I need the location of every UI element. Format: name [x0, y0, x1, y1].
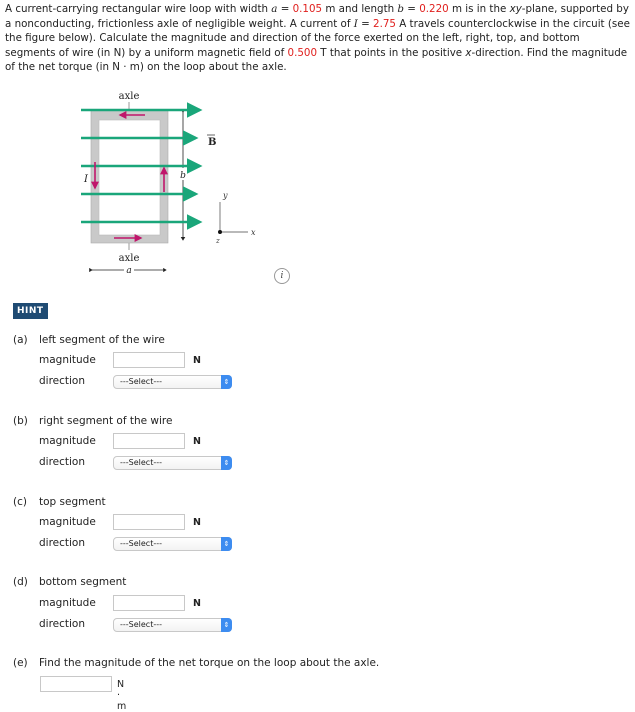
- svg-text:x: x: [251, 228, 256, 237]
- unit-label: N: [193, 436, 201, 447]
- part-d-direction-select[interactable]: ---Select--- ⇕: [113, 618, 232, 632]
- direction-label: direction: [39, 456, 86, 468]
- part-b-magnitude-input[interactable]: [113, 433, 185, 449]
- part-d-title: bottom segment: [39, 576, 127, 588]
- field-value: 0.500: [287, 46, 317, 59]
- torque-unit-label: N · m: [117, 679, 127, 712]
- part-c-title: top segment: [39, 496, 106, 508]
- torque-input[interactable]: [40, 676, 112, 692]
- select-arrows-icon: ⇕: [221, 375, 232, 389]
- problem-statement: A current-carrying rectangular wire loop with width a = 0.105 m and length b = 0.220 m is in the xy-plane, supported by a nonconducting, frictionless axle of negligible weight. A current of I = 2.75 A travels counterclockwise in the circuit (see the figure below). Calculate the magnitude and direction of the force exerted on the left, right, top, and bottom segments of wire (in N) by a uniform magnetic field of 0.500 T that points in the positive x-direction. Find the magnitude of the net torque (in N · m) on the loop about the axle.: [5, 3, 630, 73]
- magnitude-label: magnitude: [39, 354, 96, 366]
- part-e-title: Find the magnitude of the net torque on the loop about the axle.: [39, 657, 380, 669]
- svg-text:axle: axle: [118, 91, 140, 102]
- svg-text:b: b: [180, 171, 186, 181]
- unit-label: N: [193, 355, 201, 366]
- svg-text:a: a: [126, 266, 132, 276]
- length-value: 0.220: [419, 3, 449, 15]
- svg-text:y: y: [223, 191, 228, 200]
- part-c-magnitude-input[interactable]: [113, 514, 185, 530]
- unit-label: N: [193, 517, 201, 528]
- magnitude-label: magnitude: [39, 516, 96, 528]
- current-value: 2.75: [373, 17, 396, 30]
- width-value: 0.105: [292, 3, 323, 15]
- part-d-magnitude-input[interactable]: [113, 595, 185, 611]
- part-b-title: right segment of the wire: [39, 415, 173, 427]
- svg-text:I: I: [84, 174, 88, 185]
- svg-text:z: z: [216, 237, 220, 245]
- direction-label: direction: [39, 375, 86, 387]
- select-arrows-icon: ⇕: [221, 618, 232, 632]
- direction-label: direction: [39, 618, 86, 630]
- svg-text:B: B: [208, 137, 217, 148]
- select-arrows-icon: ⇕: [221, 456, 232, 470]
- part-a-title: left segment of the wire: [39, 334, 165, 346]
- svg-text:axle: axle: [118, 253, 140, 264]
- part-c-direction-select[interactable]: ---Select--- ⇕: [113, 537, 232, 551]
- part-b-direction-select[interactable]: ---Select--- ⇕: [113, 456, 232, 470]
- part-a-magnitude-input[interactable]: [113, 352, 185, 368]
- select-arrows-icon: ⇕: [221, 537, 232, 551]
- part-a-direction-select[interactable]: ---Select--- ⇕: [113, 375, 232, 389]
- unit-label: N: [193, 598, 201, 609]
- page: A current-carrying rectangular wire loop with width a = 0.105 m and length b = 0.220 m is in the xy-plane, supported by a nonconducting, frictionless axle of negligible weight. A current of I = 2.75 A travels counterclockwise in the circuit (see the figure below). Calculate the magnitude and direction of the force exerted on the left, right, top, and bottom segments of wire (in N) by a uniform magnetic field of 0.500 T that points in the positive x-direction. Find the magnitude of the net torque (in N · m) on the loop about the axle. axle axle b B I a y x z i HINT (a) left segment of the wire magnitude N direction ---Select--- ⇕ (b) right segment of the wire magnitude N direction ---Select--- ⇕ (c) top segment magnitude N direction ---Select--- ⇕ (d) bottom segment magnitude N direction ---Select--- ⇕ (e) Find the magnitude of the net torque on the loop about the axle. N · m: [0, 0, 635, 712]
- loop-diagram: [0, 80, 300, 285]
- info-icon[interactable]: i: [274, 268, 290, 284]
- magnitude-label: magnitude: [39, 435, 96, 447]
- direction-label: direction: [39, 537, 86, 549]
- hint-button[interactable]: HINT: [13, 303, 48, 319]
- magnitude-label: magnitude: [39, 597, 96, 609]
